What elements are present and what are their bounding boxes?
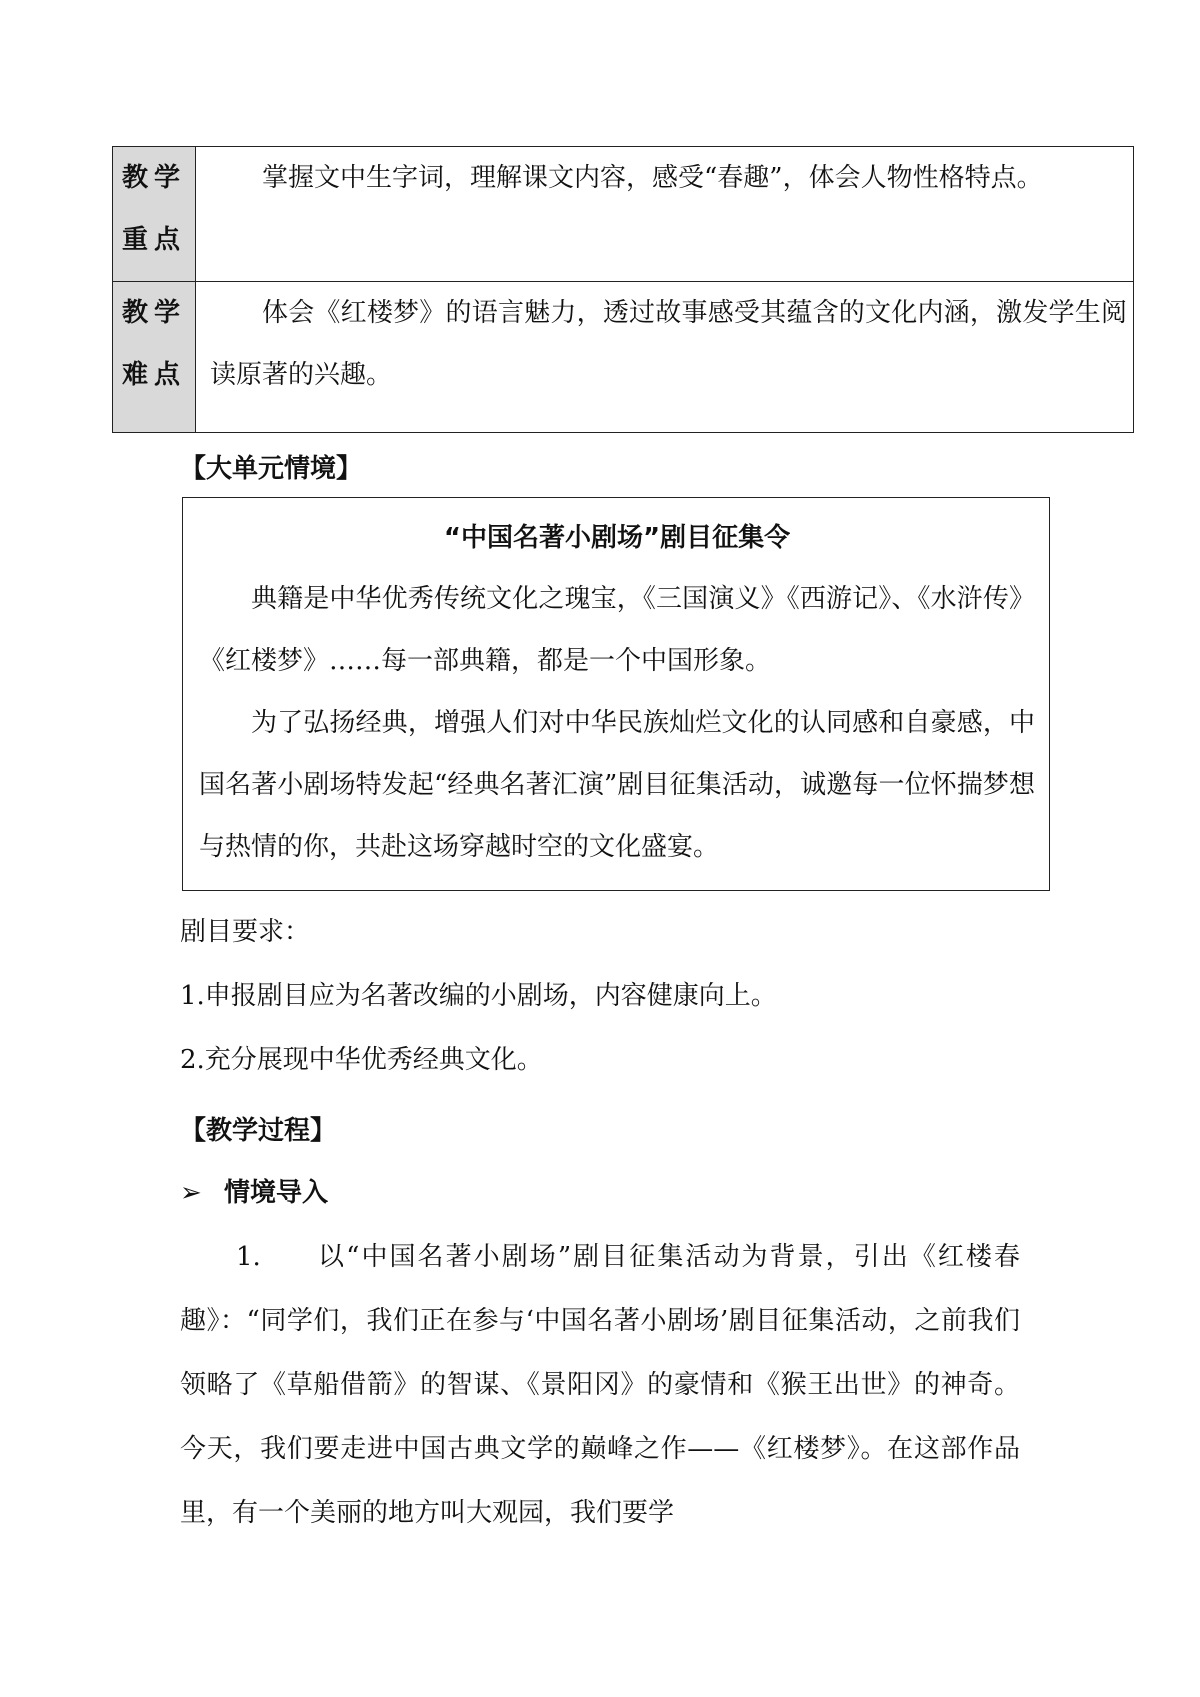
table-row: [113, 147, 1134, 282]
row-header-difficulties: [113, 282, 196, 433]
bullet-title: 情境导入: [224, 1178, 329, 1208]
box-paragraph: 典籍是中华优秀传统文化之瑰宝，《三国演义》《西游记》、《水浒传》《红楼梦》……每一部典籍，都是一个中国形象。: [199, 584, 1035, 676]
box-paragraph: 为了弘扬经典，增强人们对中华民族灿烂文化的认同感和自豪感，中国名著小剧场特发起“经典名著汇演”剧目征集活动，诚邀每一位怀揣梦想与热情的你，共赴这场穿越时空的文化盛宴。: [199, 708, 1035, 862]
row-header-line: 教学: [121, 163, 186, 193]
table-row: [113, 282, 1134, 433]
row-header-line: 重点: [121, 225, 186, 255]
item-number: 1.: [236, 1242, 261, 1272]
call-for-plays-box: [182, 497, 1050, 891]
row-header-line: 教学: [121, 298, 186, 328]
row-header-line: 难点: [121, 360, 186, 390]
teaching-process-heading: 【教学过程】: [180, 1116, 337, 1146]
item-text: 以“中国名著小剧场”剧目征集活动为背景，引出《红楼春趣》：“同学们，我们正在参与‘中国名著小剧场’剧目征集活动，之前我们领略了《草船借箭》的智谋、《景阳冈》的豪情和《猴王出世》的神奇。今天，我们要走进中国古典文学的巅峰之作——《红楼梦》。在这部作品里，有一个美丽的地方叫大观园，我们要学: [180, 1242, 1020, 1528]
objectives-table: [112, 146, 1134, 433]
key-points-text: 掌握文中生字词，理解课文内容，感受“春趣”，体会人物性格特点。: [196, 147, 1134, 282]
row-header-key-points: [113, 147, 196, 282]
bullet-heading: [180, 1172, 328, 1209]
difficulties-text: 体会《红楼梦》的语言魅力，透过故事感受其蕴含的文化内涵，激发学生阅读原著的兴趣。: [196, 282, 1134, 433]
requirements-heading: 剧目要求：: [180, 917, 311, 947]
process-paragraph: [180, 1225, 1020, 1545]
requirement-item: 1.申报剧目应为名著改编的小剧场，内容健康向上。: [180, 981, 777, 1011]
unit-context-heading: 【大单元情境】: [180, 454, 363, 484]
arrow-bullet-icon: ➢: [180, 1178, 202, 1208]
box-title: “中国名著小剧场”剧目征集令: [443, 523, 791, 553]
requirement-item: 2.充分展现中华优秀经典文化。: [180, 1045, 543, 1075]
